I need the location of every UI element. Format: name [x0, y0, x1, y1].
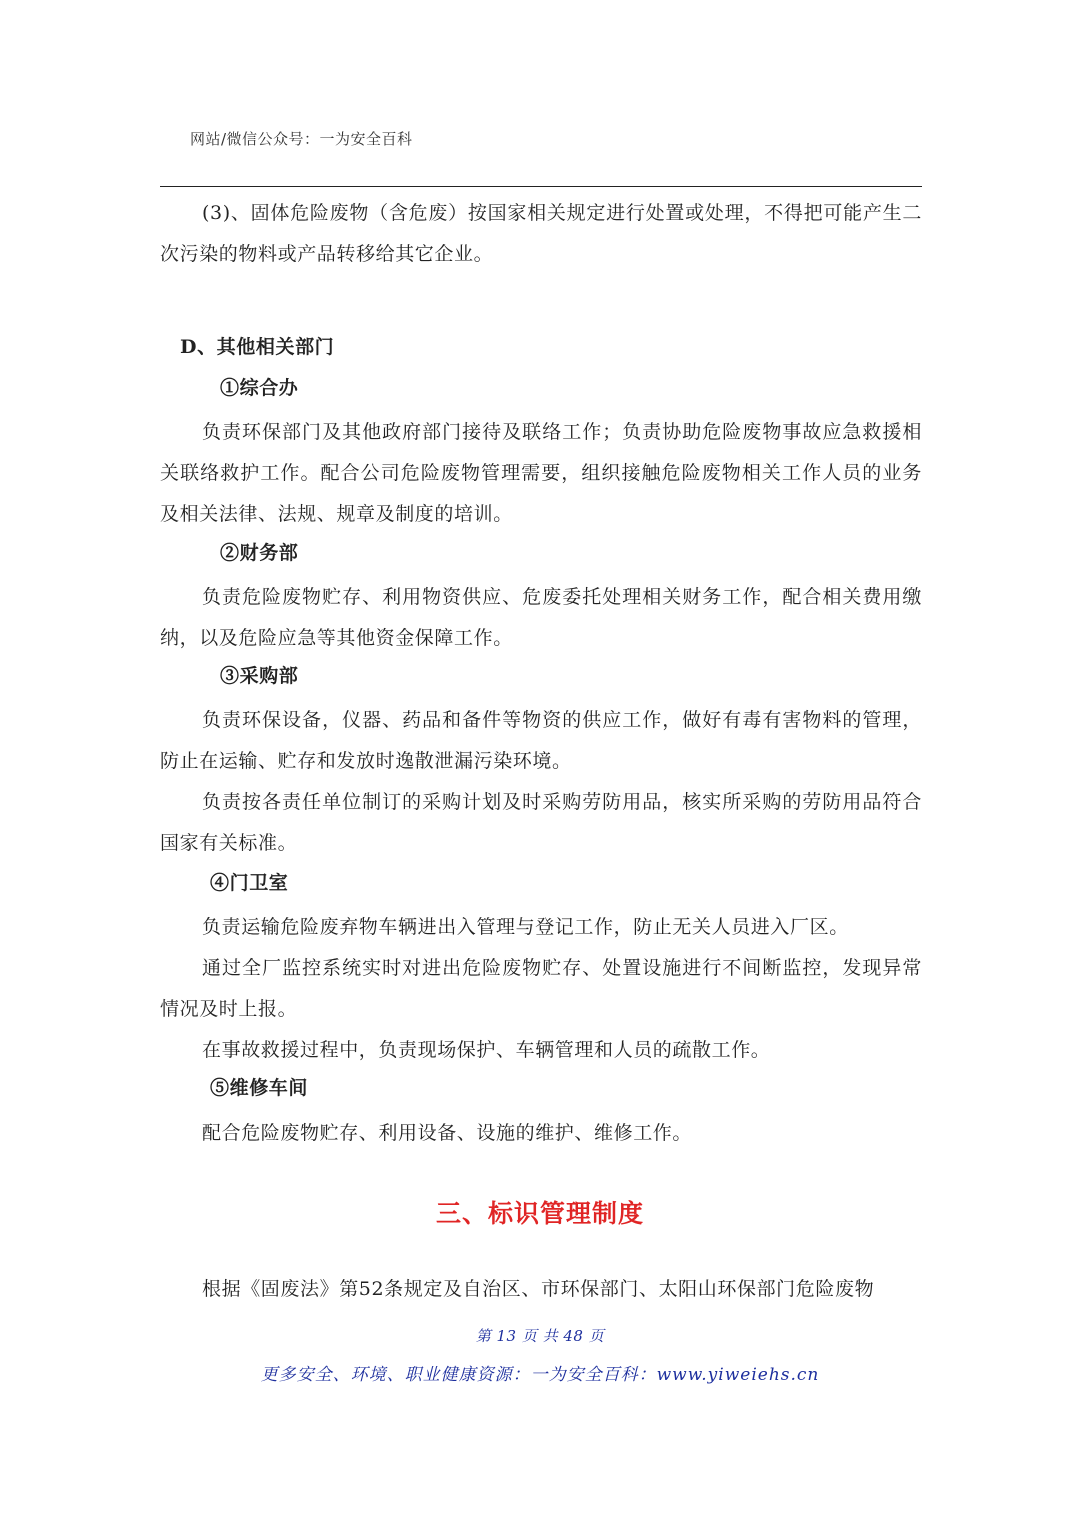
- footer-resources: 更多安全、环境、职业健康资源：一为安全百科：www.yiweiehs.cn: [260, 1365, 820, 1385]
- item-guard-room-title: ④门卫室: [210, 872, 289, 894]
- item-maintenance-title: ⑤维修车间: [210, 1077, 309, 1099]
- item-procurement-text-2: 负责按各责任单位制订的采购计划及时采购劳防用品，核实所采购的劳防用品符合国家有关标准。: [160, 791, 922, 854]
- item-guard-room-text-1: 负责运输危险废弃物车辆进出入管理与登记工作，防止无关人员进入厂区。: [202, 916, 849, 938]
- paragraph-solid-waste: (3)、固体危险废物（含危废）按国家相关规定进行处置或处理，不得把可能产生二次污染的物料或产品转移给其它企业。: [160, 202, 922, 265]
- section-3-title: 三、标识管理制度: [435, 1199, 644, 1228]
- item-finance-text: 负责危险废物贮存、利用物资供应、危废委托处理相关财务工作，配合相关费用缴纳，以及危险应急等其他资金保障工作。: [160, 586, 922, 649]
- item-procurement-text-1: 负责环保设备，仪器、药品和备件等物资的供应工作，做好有毒有害物料的管理，防止在运输、贮存和发放时逸散泄漏污染环境。: [160, 709, 922, 772]
- item-finance-title: ②财务部: [220, 542, 299, 564]
- item-general-office-text: 负责环保部门及其他政府部门接待及联络工作；负责协助危险废物事故应急救援相关联络救护工作。配合公司危险废物管理需要，组织接触危险废物相关工作人员的业务及相关法律、法规、规章及制度的培训。: [160, 421, 922, 525]
- page-number: 第 13 页 共 48 页: [475, 1327, 605, 1345]
- item-guard-room-text-3: 在事故救援过程中，负责现场保护、车辆管理和人员的疏散工作。: [202, 1039, 771, 1061]
- item-procurement-title: ③采购部: [220, 665, 299, 687]
- section-d-heading: D、其他相关部门: [180, 336, 335, 358]
- header-divider: [160, 186, 922, 187]
- page-header: 网站/微信公众号：一为安全百科: [190, 130, 413, 148]
- paragraph-identification: 根据《固废法》第52条规定及自治区、市环保部门、太阳山环保部门危险废物: [202, 1278, 875, 1300]
- item-maintenance-text: 配合危险废物贮存、利用设备、设施的维护、维修工作。: [202, 1122, 693, 1144]
- item-guard-room-text-2: 通过全厂监控系统实时对进出危险废物贮存、处置设施进行不间断监控，发现异常情况及时上报。: [160, 957, 922, 1020]
- item-general-office-title: ①综合办: [220, 377, 299, 399]
